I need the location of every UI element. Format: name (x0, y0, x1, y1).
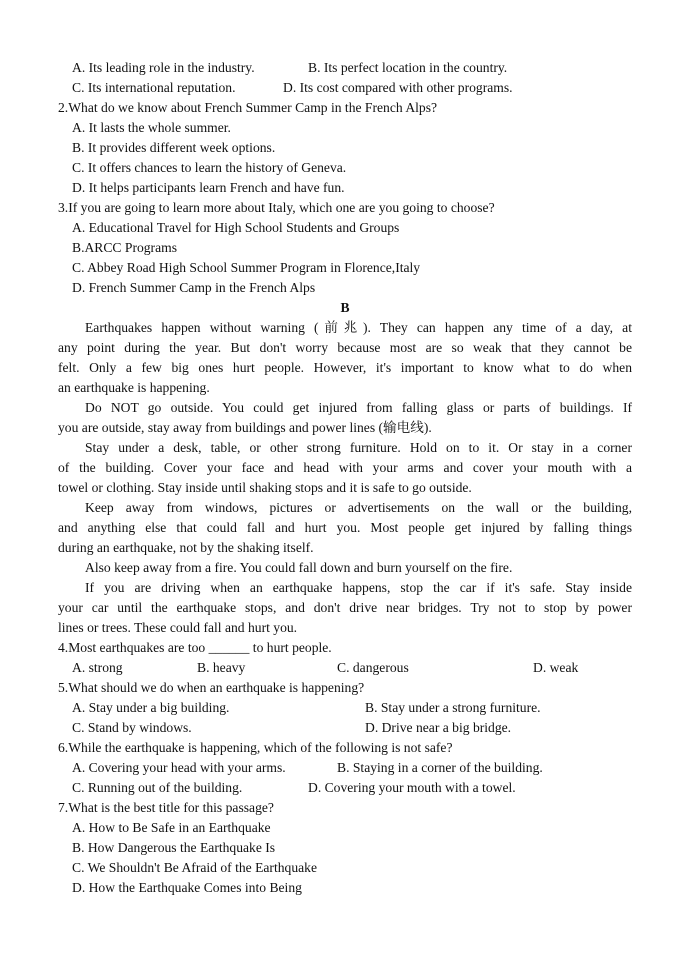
q5-option-b: B. Stay under a strong furniture. (365, 700, 541, 715)
q5-options-row-1 (58, 698, 632, 718)
q4-option-d: D. weak (533, 660, 579, 675)
q1-option-a: A. Its leading role in the industry. (72, 60, 255, 75)
q5-option-a: A. Stay under a big building. (72, 700, 230, 715)
q3-option-c: C. Abbey Road High School Summer Program in Florence,Italy (72, 260, 421, 275)
q4-option-b: B. heavy (197, 660, 246, 675)
q6-option-a: A. Covering your head with your arms. (72, 760, 286, 775)
section-b-heading: B (340, 300, 350, 315)
q6-options-row-1 (58, 758, 632, 778)
q3-option-b: B.ARCC Programs (72, 240, 177, 255)
q1-option-d: D. Its cost compared with other programs. (283, 80, 513, 95)
q4-stem: 4.Most earthquakes are too ______ to hurt people. (58, 640, 332, 655)
passage-line: during an earthquake, not by the shaking itself. (58, 540, 314, 555)
passage-line: Keep away from windows, pictures or advertisements on the wall or the building, (85, 500, 632, 515)
q2-stem: 2.What do we know about French Summer Camp in the French Alps? (58, 100, 438, 115)
passage-line: of the building. Cover your face and head with your arms and cover your mouth with a (58, 460, 632, 475)
q3-option-d: D. French Summer Camp in the French Alps (72, 280, 316, 295)
q4-options-row (58, 658, 632, 678)
q5-stem: 5.What should we do when an earthquake is happening? (58, 680, 365, 695)
q7-option-a: A. How to Be Safe in an Earthquake (72, 820, 271, 835)
passage-line: Earthquakes happen without warning (前兆). They can happen any time of a day, at (85, 320, 632, 335)
passage-line: Stay under a desk, table, or other strong furniture. Hold on to it. Or stay in a corner (85, 440, 632, 455)
exam-page (58, 58, 632, 898)
passage-paragraph-1 (58, 318, 632, 398)
q6-options-row-2 (58, 778, 632, 798)
q1-option-c: C. Its international reputation. (72, 80, 236, 95)
passage-line: Also keep away from a fire. You could fall down and burn yourself on the fire. (85, 560, 513, 575)
q5-option-c: C. Stand by windows. (72, 720, 192, 735)
passage-line: you are outside, stay away from buildings and power lines (输电线). (58, 420, 432, 435)
passage-line: lines or trees. These could fall and hurt you. (58, 620, 298, 635)
q2-option-b: B. It provides different week options. (72, 140, 276, 155)
q6-option-d: D. Covering your mouth with a towel. (308, 780, 516, 795)
passage-line: and anything else that could fall and hurt you. Most people get injured by falling things (58, 520, 632, 535)
passage-paragraph-3 (58, 438, 632, 498)
q2-option-a: A. It lasts the whole summer. (72, 120, 231, 135)
q1-options-row-2 (58, 78, 632, 98)
q7-option-c: C. We Shouldn't Be Afraid of the Earthquake (72, 860, 317, 875)
passage-paragraph-4 (58, 498, 632, 558)
passage-paragraph-5 (58, 558, 632, 578)
q4-option-a: A. strong (72, 660, 123, 675)
q5-option-d: D. Drive near a big bridge. (365, 720, 512, 735)
q2-option-d: D. It helps participants learn French and have fun. (72, 180, 345, 195)
q7-option-d: D. How the Earthquake Comes into Being (72, 880, 302, 895)
q7-option-b: B. How Dangerous the Earthquake Is (72, 840, 276, 855)
passage-line: any point during the year. But don't worry because most are so weak that they cannot be (58, 340, 632, 355)
q3-option-a: A. Educational Travel for High School Students and Groups (72, 220, 400, 235)
passage-line: your car until the earthquake stops, and don't drive near bridges. Try not to stop by power (58, 600, 632, 615)
q6-stem: 6.While the earthquake is happening, which of the following is not safe? (58, 740, 453, 755)
q6-option-b: B. Staying in a corner of the building. (337, 760, 543, 775)
passage-line: If you are driving when an earthquake happens, stop the car if it's safe. Stay inside (85, 580, 632, 595)
passage-line: an earthquake is happening. (58, 380, 210, 395)
passage-line: felt. Only a few big ones hurt people. However, it's important to know what to do when (58, 360, 632, 375)
q2-option-c: C. It offers chances to learn the history of Geneva. (72, 160, 347, 175)
passage-line: towel or clothing. Stay inside until shaking stops and it is safe to go outside. (58, 480, 472, 495)
passage-line: Do NOT go outside. You could get injured from falling glass or parts of buildings. If (85, 400, 632, 415)
q1-options-row-1 (58, 58, 632, 78)
q3-stem: 3.If you are going to learn more about Italy, which one are you going to choose? (58, 200, 495, 215)
q7-stem: 7.What is the best title for this passage? (58, 800, 274, 815)
q1-option-b: B. Its perfect location in the country. (308, 60, 508, 75)
q5-options-row-2 (58, 718, 632, 738)
q4-option-c: C. dangerous (337, 660, 409, 675)
passage-paragraph-6 (58, 578, 632, 638)
q6-option-c: C. Running out of the building. (72, 780, 243, 795)
passage-paragraph-2 (58, 398, 632, 438)
